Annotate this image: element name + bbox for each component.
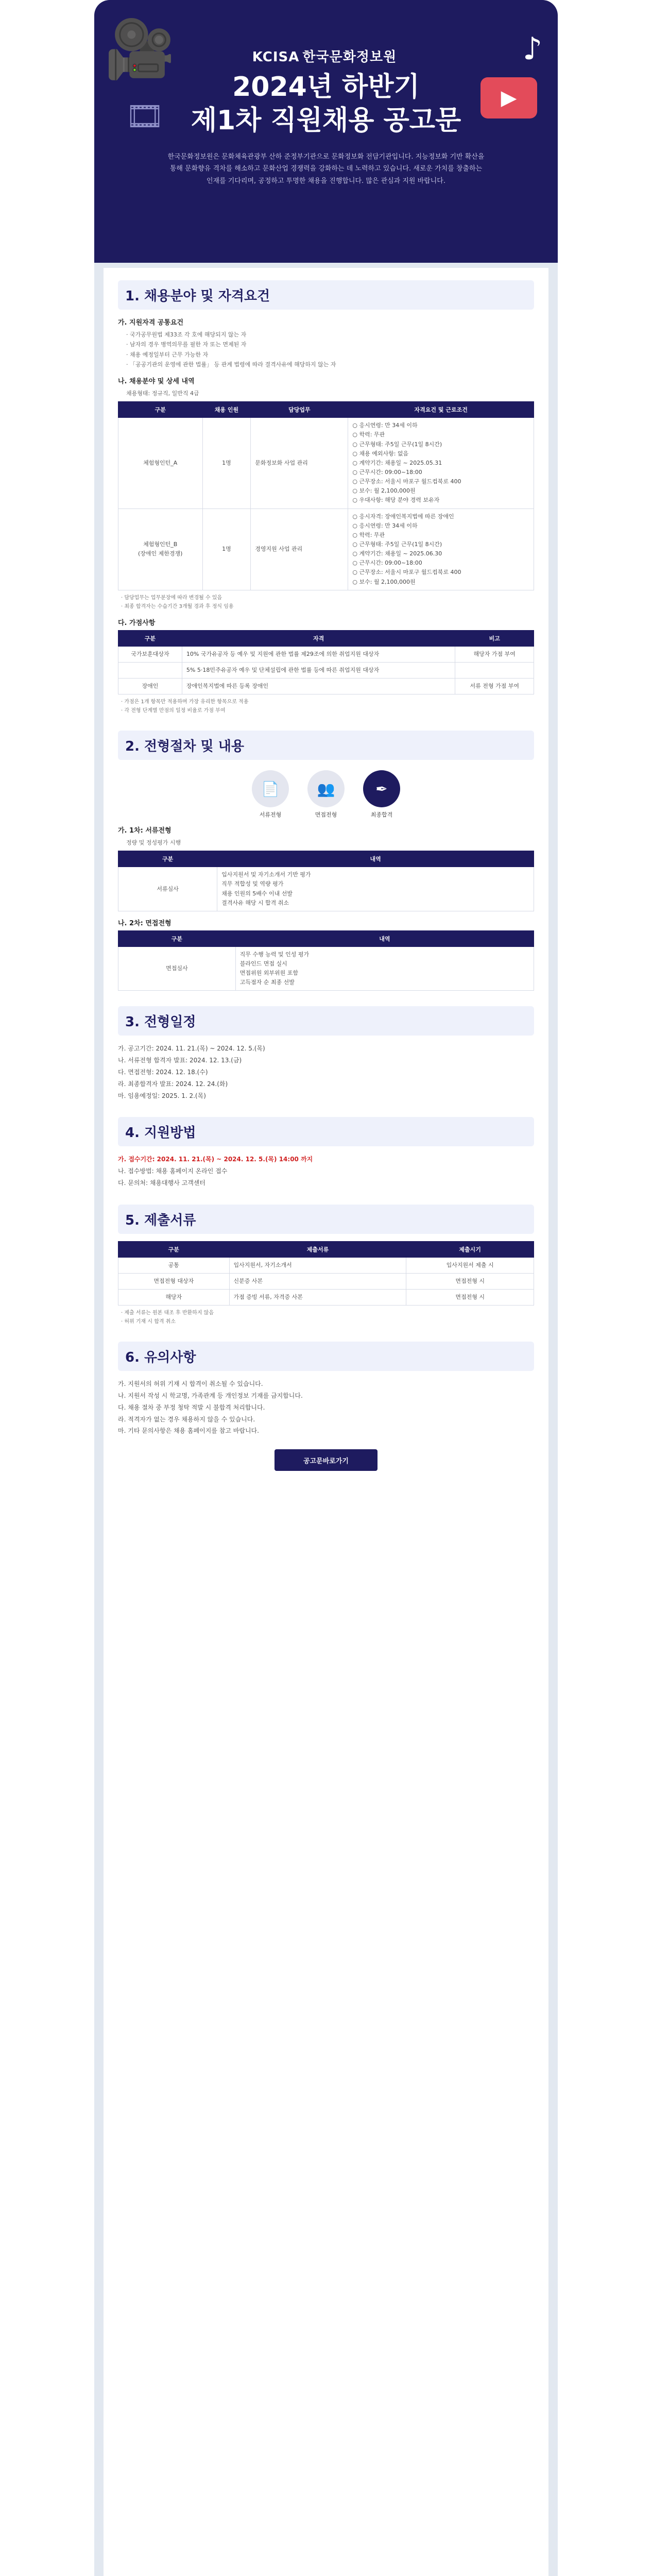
table-row (118, 867, 534, 911)
cell-category: 체험형인턴_B (장애인 제한경쟁) (118, 509, 203, 590)
table-row (118, 646, 534, 662)
hero-title-line1: 2024년 하반기 (232, 72, 420, 103)
hero-title-line2: 제1차 직원채용 공고문 (191, 105, 461, 136)
notice-line: 마. 기타 문의사항은 채용 홈페이지를 참고 바랍니다. (118, 1427, 259, 1435)
cell-category: 장애인 (118, 678, 182, 694)
table-header: 자격요건 및 근로조건 (348, 402, 534, 418)
table-header: 구분 (118, 630, 182, 646)
table-header: 구분 (118, 1241, 230, 1257)
cell-category: 국가보훈대상자 (118, 646, 182, 662)
bullet-list (118, 330, 534, 369)
cell-duty: 문화정보화 사업 관리 (251, 418, 348, 509)
table-header: 내역 (217, 851, 534, 867)
sub-heading: 가. 지원자격 공통요건 (118, 319, 184, 327)
table-header: 구분 (118, 930, 236, 946)
footnotes (118, 594, 534, 611)
table-row (118, 662, 534, 678)
recruit-table (118, 401, 534, 590)
schedule-line: 나. 서류전형 합격자 발표: 2024. 12. 13.(금) (118, 1057, 242, 1064)
cell-qualification: 10% 국가유공자 등 예우 및 지원에 관한 법률 제29조에 의한 취업지원 대상자 (182, 646, 455, 662)
cell-requirements: ○ 응시자격: 장애인복지법에 따른 장애인 ○ 응시연령: 만 34세 이하 ○ 학력: 무관 ○ 근무형태: 주5일 근무(1일 8시간) ○ 계약기간: 채용일 ~ 2025.06.30 ○ 근무시간: 09:00~18:00 ○ 근무장소: 서울시 마포구 월드컵북로 400 ○ 보수: 월 2,100,000원 (348, 509, 534, 590)
list-item: · 채용 예정일부터 근무 가능한 자 (126, 351, 209, 358)
apply-list (118, 1154, 534, 1189)
step-label: 서류전형 (259, 811, 282, 819)
music-note-icon: ♪ (522, 31, 542, 67)
schedule-list (118, 1043, 534, 1101)
table-header: 구분 (118, 402, 203, 418)
cell-memo: 서류 전형 가점 부여 (455, 678, 534, 694)
notice-line: 다. 채용 절차 중 부정 청탁 적발 시 불합격 처리합니다. (118, 1403, 265, 1411)
camera-icon: 🎥 (105, 16, 175, 82)
sub-note: 정량 및 정성평가 시행 (126, 839, 181, 846)
cell-docs: 가점 증빙 서류, 자격증 사본 (229, 1290, 406, 1306)
cell-category: 면접심사 (118, 946, 236, 991)
section-title: 1. 채용분야 및 자격요건 (118, 280, 534, 310)
cell-when: 입사지원서 제출 시 (406, 1257, 534, 1273)
footnote: · 가점은 1개 항목만 적용하며 가장 유리한 항목으로 적용 (121, 699, 249, 705)
table-header: 채용 인원 (202, 402, 251, 418)
interview-table (118, 930, 534, 991)
cell-requirements: ○ 응시연령: 만 34세 이하 ○ 학력: 무관 ○ 근무형태: 주5일 근무(1일 8시간) ○ 채용 예외사항: 없음 ○ 계약기간: 채용일 ~ 2025.05.31 ○ 근무시간: 09:00~18:00 ○ 근무장소: 서울시 마포구 월드컵북로 400 ○ 보수: 월 2,100,000원 ○ 우대사항: 해당 분야 경력 보유자 (348, 418, 534, 509)
table-row (118, 1273, 534, 1289)
schedule-line: 가. 공고기간: 2024. 11. 21.(목) ~ 2024. 12. 5.(목) (118, 1045, 265, 1053)
cell-category: 체험형인턴_A (118, 418, 203, 509)
table-row (118, 509, 534, 590)
step-icon: 📄 (252, 770, 289, 807)
cell-count: 1명 (202, 418, 251, 509)
schedule-line: 마. 임용예정일: 2025. 1. 2.(목) (118, 1092, 206, 1099)
cell-memo: 해당자 가점 부여 (455, 646, 534, 662)
footnote: · 제출 서류는 원본 대조 후 반환하지 않음 (121, 1310, 214, 1316)
content (104, 268, 548, 2576)
table-header: 제출서류 (229, 1241, 406, 1257)
apply-line: 나. 접수방법: 채용 홈페이지 온라인 접수 (118, 1167, 228, 1175)
apply-line: 다. 문의처: 채용대행사 고객센터 (118, 1179, 205, 1187)
section-title: 6. 유의사항 (118, 1342, 534, 1371)
table-row (118, 946, 534, 991)
play-icon: ▶ (481, 77, 537, 118)
cell-category: 면접전형 대상자 (118, 1273, 230, 1289)
table-row (118, 1290, 534, 1306)
notice-line: 가. 지원서의 허위 기재 시 합격이 취소될 수 있습니다. (118, 1380, 263, 1388)
cell-memo (455, 662, 534, 678)
cell-duty: 경영지원 사업 관리 (251, 509, 348, 590)
footnote: · 담당업무는 업무분장에 따라 변경될 수 있음 (121, 595, 222, 601)
hero-intro: 한국문화정보원은 문화체육관광부 산하 준정부기관으로 문화정보화 전담기관입니다. 지능정보화 기반 확산을 통해 문화향유 격차를 해소하고 문화산업 경쟁력을 강화하는 데 노력하고 있습니다. 새로운 가치를 창출하는 인재를 기다리며, 공정하고 투명한 채용을 진행합니다. 많은 관심과 지원 바랍니다. (167, 153, 485, 185)
cell-qualification: 장애인복지법에 따른 등록 장애인 (182, 678, 455, 694)
table-header: 비고 (455, 630, 534, 646)
cell-when: 면접전형 시 (406, 1273, 534, 1289)
process-steps (118, 770, 534, 819)
sub-heading: 나. 채용분야 및 상세 내역 (118, 378, 195, 385)
process-step (307, 770, 345, 819)
cell-details: 직무 수행 능력 및 인성 평가 블라인드 면접 실시 면접위원 외부위원 포함 고득점자 순 최종 선발 (235, 946, 534, 991)
cell-docs: 입사지원서, 자기소개서 (229, 1257, 406, 1273)
table-row (118, 1257, 534, 1273)
cell-count: 1명 (202, 509, 251, 590)
sub-heading: 가. 1차: 서류전형 (118, 827, 171, 835)
table-header: 내역 (235, 930, 534, 946)
hero-banner (94, 0, 558, 263)
list-item: · 남자의 경우 병역의무를 필한 자 또는 면제된 자 (126, 341, 247, 348)
sub-heading: 나. 2차: 면접전형 (118, 919, 171, 927)
documents-table (118, 1241, 534, 1306)
screening-table (118, 851, 534, 911)
notice-line: 나. 지원서 작성 시 학교명, 가족관계 등 개인정보 기재를 금지합니다. (118, 1392, 303, 1400)
cell-category: 해당자 (118, 1290, 230, 1306)
sub-note: 채용형태: 정규직, 일반직 4급 (126, 390, 199, 397)
table-header: 구분 (118, 851, 217, 867)
poster (94, 0, 558, 2576)
cell-category (118, 662, 182, 678)
process-step (363, 770, 400, 819)
cell-qualification: 5% 5·18민주유공자 예우 및 단체설립에 관한 법률 등에 따른 취업지원 대상자 (182, 662, 455, 678)
footnote: · 각 전형 단계별 만점의 일정 비율로 가점 부여 (121, 708, 226, 714)
bonus-table (118, 630, 534, 694)
cell-category: 공통 (118, 1257, 230, 1273)
section-title: 5. 제출서류 (118, 1205, 534, 1234)
table-header: 제출시기 (406, 1241, 534, 1257)
footnotes (118, 698, 534, 715)
notice-line: 라. 적격자가 없는 경우 채용하지 않을 수 있습니다. (118, 1415, 255, 1423)
step-icon: ✒ (363, 770, 400, 807)
schedule-line: 다. 면접전형: 2024. 12. 18.(수) (118, 1069, 208, 1076)
view-notice-button[interactable]: 공고문바로가기 (274, 1449, 378, 1471)
logo-mark: KCISA (252, 49, 300, 65)
table-row (118, 678, 534, 694)
process-step (252, 770, 289, 819)
table-header: 자격 (182, 630, 455, 646)
footnotes (118, 1309, 534, 1326)
notice-list (118, 1378, 534, 1437)
footnote: · 최종 합격자는 수습기간 3개월 경과 후 정식 임용 (121, 603, 234, 609)
step-label: 면접전형 (315, 811, 337, 819)
cell-docs: 신분증 사본 (229, 1273, 406, 1289)
table-header: 담당업무 (251, 402, 348, 418)
film-icon: 🎞 (125, 98, 165, 134)
section-title: 2. 전형절차 및 내용 (118, 731, 534, 760)
section-title: 4. 지원방법 (118, 1117, 534, 1146)
table-row (118, 418, 534, 509)
sub-heading: 다. 가점사항 (118, 619, 156, 627)
schedule-line: 라. 최종합격자 발표: 2024. 12. 24.(화) (118, 1080, 228, 1088)
list-item: · 국가공무원법 제33조 각 호에 해당되지 않는 자 (126, 331, 247, 338)
cell-when: 면접전형 시 (406, 1290, 534, 1306)
section-title: 3. 전형일정 (118, 1006, 534, 1036)
logo-text: 한국문화정보원 (302, 49, 397, 65)
cell-category: 서류심사 (118, 867, 217, 911)
footnote: · 허위 기재 시 합격 취소 (121, 1319, 176, 1325)
step-label: 최종합격 (370, 811, 393, 819)
step-icon: 👥 (307, 770, 345, 807)
list-item: · 「공공기관의 운영에 관한 법률」 등 관계 법령에 따라 결격사유에 해당하지 않는 자 (126, 361, 336, 368)
apply-line: 가. 접수기간: 2024. 11. 21.(목) ~ 2024. 12. 5.(목) 14:00 까지 (118, 1156, 313, 1163)
cell-details: 입사지원서 및 자기소개서 기반 평가 직무 적합성 및 역량 평가 채용 인원의 5배수 이내 선발 결격사유 해당 시 합격 취소 (217, 867, 534, 911)
